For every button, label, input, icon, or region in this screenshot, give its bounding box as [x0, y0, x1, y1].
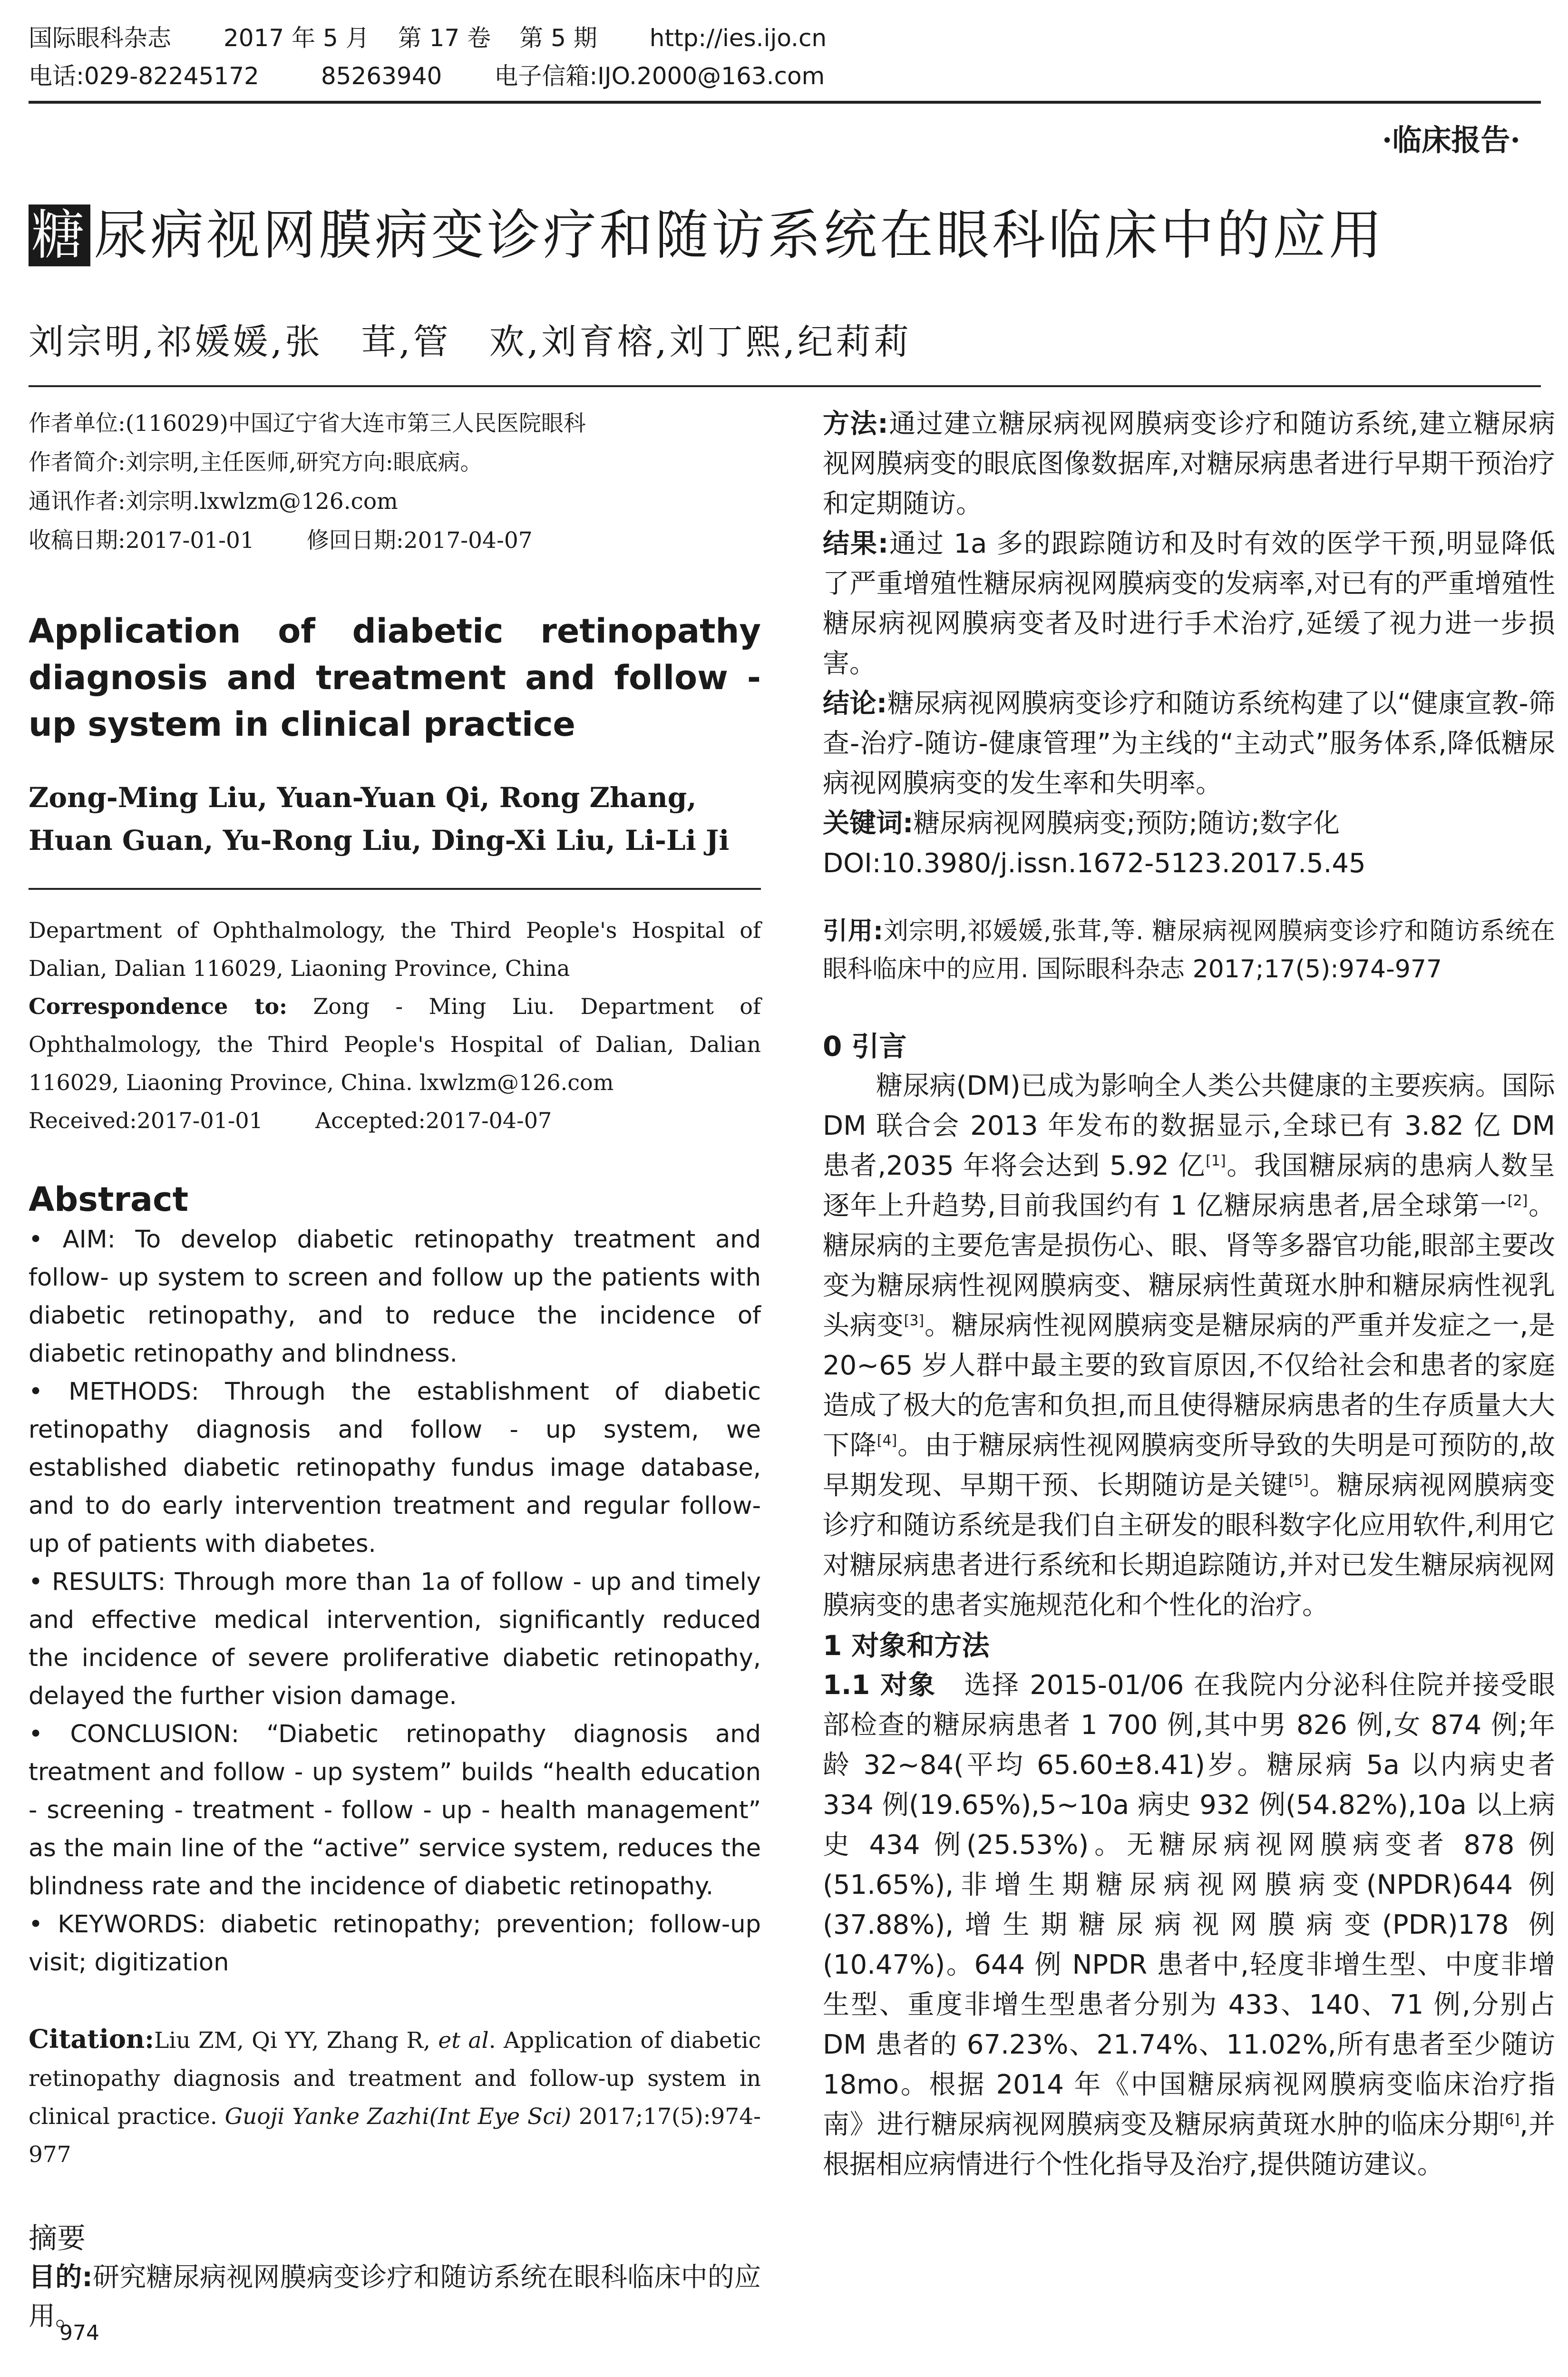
header-line-2	[29, 57, 1541, 95]
intro-paragraph: 糖尿病(DM)已成为影响全人类公共健康的主要疾病。国际 DM 联合会 2013 年发布的数据显示,全球已有 3.82 亿 DM 患者,2035 年将会达到 5.92 亿[1]。我国糖尿病的患病人数呈逐年上升趋势,目前我国约有 1 亿糖尿病患者,居全球第一[2]。糖尿病的主要危害是损伤心、眼、肾等多器官功能,眼部主要改变为糖尿病性视网膜病变、糖尿病性黄斑水肿和糖尿病性视乳头病变[3]。糖尿病性视网膜病变是糖尿病的严重并发症之一,是 20~65 岁人群中最主要的致盲原因,不仅给社会和患者的家庭造成了极大的危害和负担,而且使得糖尿病患者的生存质量大大下降[4]。由于糖尿病性视网膜病变所导致的失明是可预防的,故早期发现、早期干预、长期随访是关键[5]。糖尿病视网膜病变诊疗和随访系统是我们自主研发的眼科数字化应用软件,利用它对糖尿病患者进行系统和长期追踪随访,并对已发生糖尿病视网膜病变的患者实施规范化和个性化的治疗。	[823, 1071, 1556, 1621]
header-rule	[29, 101, 1541, 104]
email[interactable]: 电子信箱:IJO.2000@163.com	[494, 62, 825, 90]
authors-rule	[29, 385, 1541, 387]
page-number: 974	[59, 2321, 99, 2345]
phone: 电话:029-82245172	[29, 62, 259, 90]
abstract-conclusion: • CONCLUSION: “Diabetic retinopathy diagnosis and treatment and follow - up system” builds “health education - screening - treatment - follow - up - health management” as the main line of the “active” service system, reduces the blindness rate and the incidence of diabetic retinopathy.	[29, 1720, 761, 1900]
abstract-aim: • AIM: To develop diabetic retinopathy treatment and follow- up system to screen and follow up the patients with diabetic retinopathy, and to reduce the incidence of diabetic retinopathy and blindness.	[29, 1226, 761, 1368]
title-drop-cap: 糖	[29, 205, 90, 266]
chinese-method: 方法:通过建立糖尿病视网膜病变诊疗和随访系统,建立糖尿病视网膜病变的眼底图像数据库,对糖尿病患者进行早期干预治疗和定期随访。	[823, 409, 1555, 519]
abstract-heading: Abstract	[29, 1180, 189, 1219]
right-column	[823, 404, 1555, 2185]
journal-name: 国际眼科杂志	[29, 24, 171, 52]
english-citation: Citation:Liu ZM, Qi YY, Zhang R, et al. Application of diabetic retinopathy diagnosis and treatment and follow-up system in clinical practice. Guoji Yanke Zazhi(Int Eye Sci) 2017;17(5):974-977	[29, 2024, 761, 2168]
chinese-aim: 目的:研究糖尿病视网膜病变诊疗和随访系统在眼科临床中的应用。	[29, 2262, 761, 2332]
correspondence-en: Correspondence to: Zong - Ming Liu. Department of Ophthalmology, the Third People's Hospital of Dalian, Dalian 116029, Liaoning Province, China. lxwlzm@126.com	[29, 994, 761, 1095]
author-unit: 作者单位:(116029)中国辽宁省大连市第三人民医院眼科	[29, 410, 586, 437]
english-abstract	[29, 1221, 761, 1982]
section-label: ·临床报告·	[1382, 123, 1520, 157]
issue-date: 2017 年 5 月	[224, 24, 370, 52]
dates-en: Received:2017-01-01 Accepted:2017-04-07	[29, 1108, 552, 1133]
english-affiliation	[29, 911, 761, 1140]
correspondence-cn: 通讯作者:刘宗明.lxwlzm@126.com	[29, 488, 398, 515]
chinese-conclusion: 结论:糖尿病视网膜病变诊疗和随访系统构建了以“健康宣教-筛查-治疗-随访-健康管理”为主线的“主动式”服务体系,降低糖尿病视网膜病变的发生率和失明率。	[823, 688, 1555, 799]
methods-heading: 1 对象和方法	[823, 1629, 990, 1662]
author-meta	[29, 404, 761, 560]
english-title: Application of diabetic retinopathy diagnosis and treatment and follow - up system in clinical practice	[29, 612, 761, 744]
chinese-keywords: 关键词:糖尿病视网膜病变;预防;随访;数字化	[823, 808, 1340, 839]
intro-heading: 0 引言	[823, 1030, 907, 1062]
abstract-methods: • METHODS: Through the establishment of diabetic retinopathy diagnosis and follow - up system, we established diabetic retinopathy fundus image database, and to do early intervention treatment and regular follow-up of patients with diabetes.	[29, 1378, 761, 1558]
header-line-1	[29, 19, 1541, 57]
article-title	[29, 205, 1550, 266]
abstract-results: • RESULTS: Through more than 1a of follow - up and timely and effective medical intervention, significantly reduced the incidence of severe proliferative diabetic retinopathy, delayed the further vision damage.	[29, 1568, 761, 1710]
journal-header	[29, 19, 1541, 95]
english-authors-rule	[29, 888, 761, 890]
doi: DOI:10.3980/j.issn.1672-5123.2017.5.45	[823, 848, 1366, 879]
dates-cn: 收稿日期:2017-01-01 修回日期:2017-04-07	[29, 527, 533, 554]
phone-2: 85263940	[321, 62, 442, 90]
authors-cn: 刘宗明,祁媛媛,张 茸,管 欢,刘育榕,刘丁熙,纪莉莉	[29, 321, 912, 362]
title-text: 尿病视网膜病变诊疗和随访系统在眼科临床中的应用	[94, 205, 1385, 266]
issue-number: 第 5 期	[519, 24, 597, 52]
chinese-result: 结果:通过 1a 多的跟踪随访和及时有效的医学干预,明显降低了严重增殖性糖尿病视网膜病变的发病率,对已有的严重增殖性糖尿病视网膜病变者及时进行手术治疗,延缓了视力进一步损害。	[823, 528, 1555, 679]
abstract-keywords: • KEYWORDS: diabetic retinopathy; prevention; follow-up visit; digitization	[29, 1910, 761, 1977]
methods-subjects-paragraph: 1.1 对象 选择 2015-01/06 在我院内分泌科住院并接受眼部检查的糖尿病患者 1 700 例,其中男 826 例,女 874 例;年龄 32~84(平均 65.60±8.41)岁。糖尿病 5a 以内病史者 334 例(19.65%),5~10a 病史 932 例(54.82%),10a 以上病史 434 例(25.53%)。无糖尿病视网膜病变者 878 例(51.65%),非增生期糖尿病视网膜病变(NPDR)644 例(37.88%),增生期糖尿病视网膜病变(PDR)178 例(10.47%)。644 例 NPDR 患者中,轻度非增生型、中度非增生型、重度非增生型患者分别为 433、140、71 例,分别占 DM 患者的 67.23%、21.74%、11.02%,所有患者至少随访 18mo。根据 2014 年《中国糖尿病视网膜病变临床治疗指南》进行糖尿病视网膜病变及糖尿病黄斑水肿的临床分期[6],并根据相应病情进行个性化指导及治疗,提供随访建议。	[823, 1670, 1555, 2180]
author-bio: 作者简介:刘宗明,主任医师,研究方向:眼底病。	[29, 449, 483, 476]
left-column	[29, 404, 761, 2336]
volume: 第 17 卷	[398, 24, 491, 52]
chinese-citation: 引用:刘宗明,祁媛媛,张茸,等. 糖尿病视网膜病变诊疗和随访系统在眼科临床中的应用. 国际眼科杂志 2017;17(5):974-977	[823, 917, 1556, 984]
department: Department of Ophthalmology, the Third People's Hospital of Dalian, Dalian 116029, Liaoning Province, China	[29, 917, 761, 981]
english-authors: Zong-Ming Liu, Yuan-Yuan Qi, Rong Zhang, Huan Guan, Yu-Rong Liu, Ding-Xi Liu, Li-Li Ji	[29, 781, 730, 857]
chinese-abstract-heading: 摘要	[29, 2222, 86, 2255]
journal-url[interactable]: http://ies.ijo.cn	[649, 24, 827, 52]
